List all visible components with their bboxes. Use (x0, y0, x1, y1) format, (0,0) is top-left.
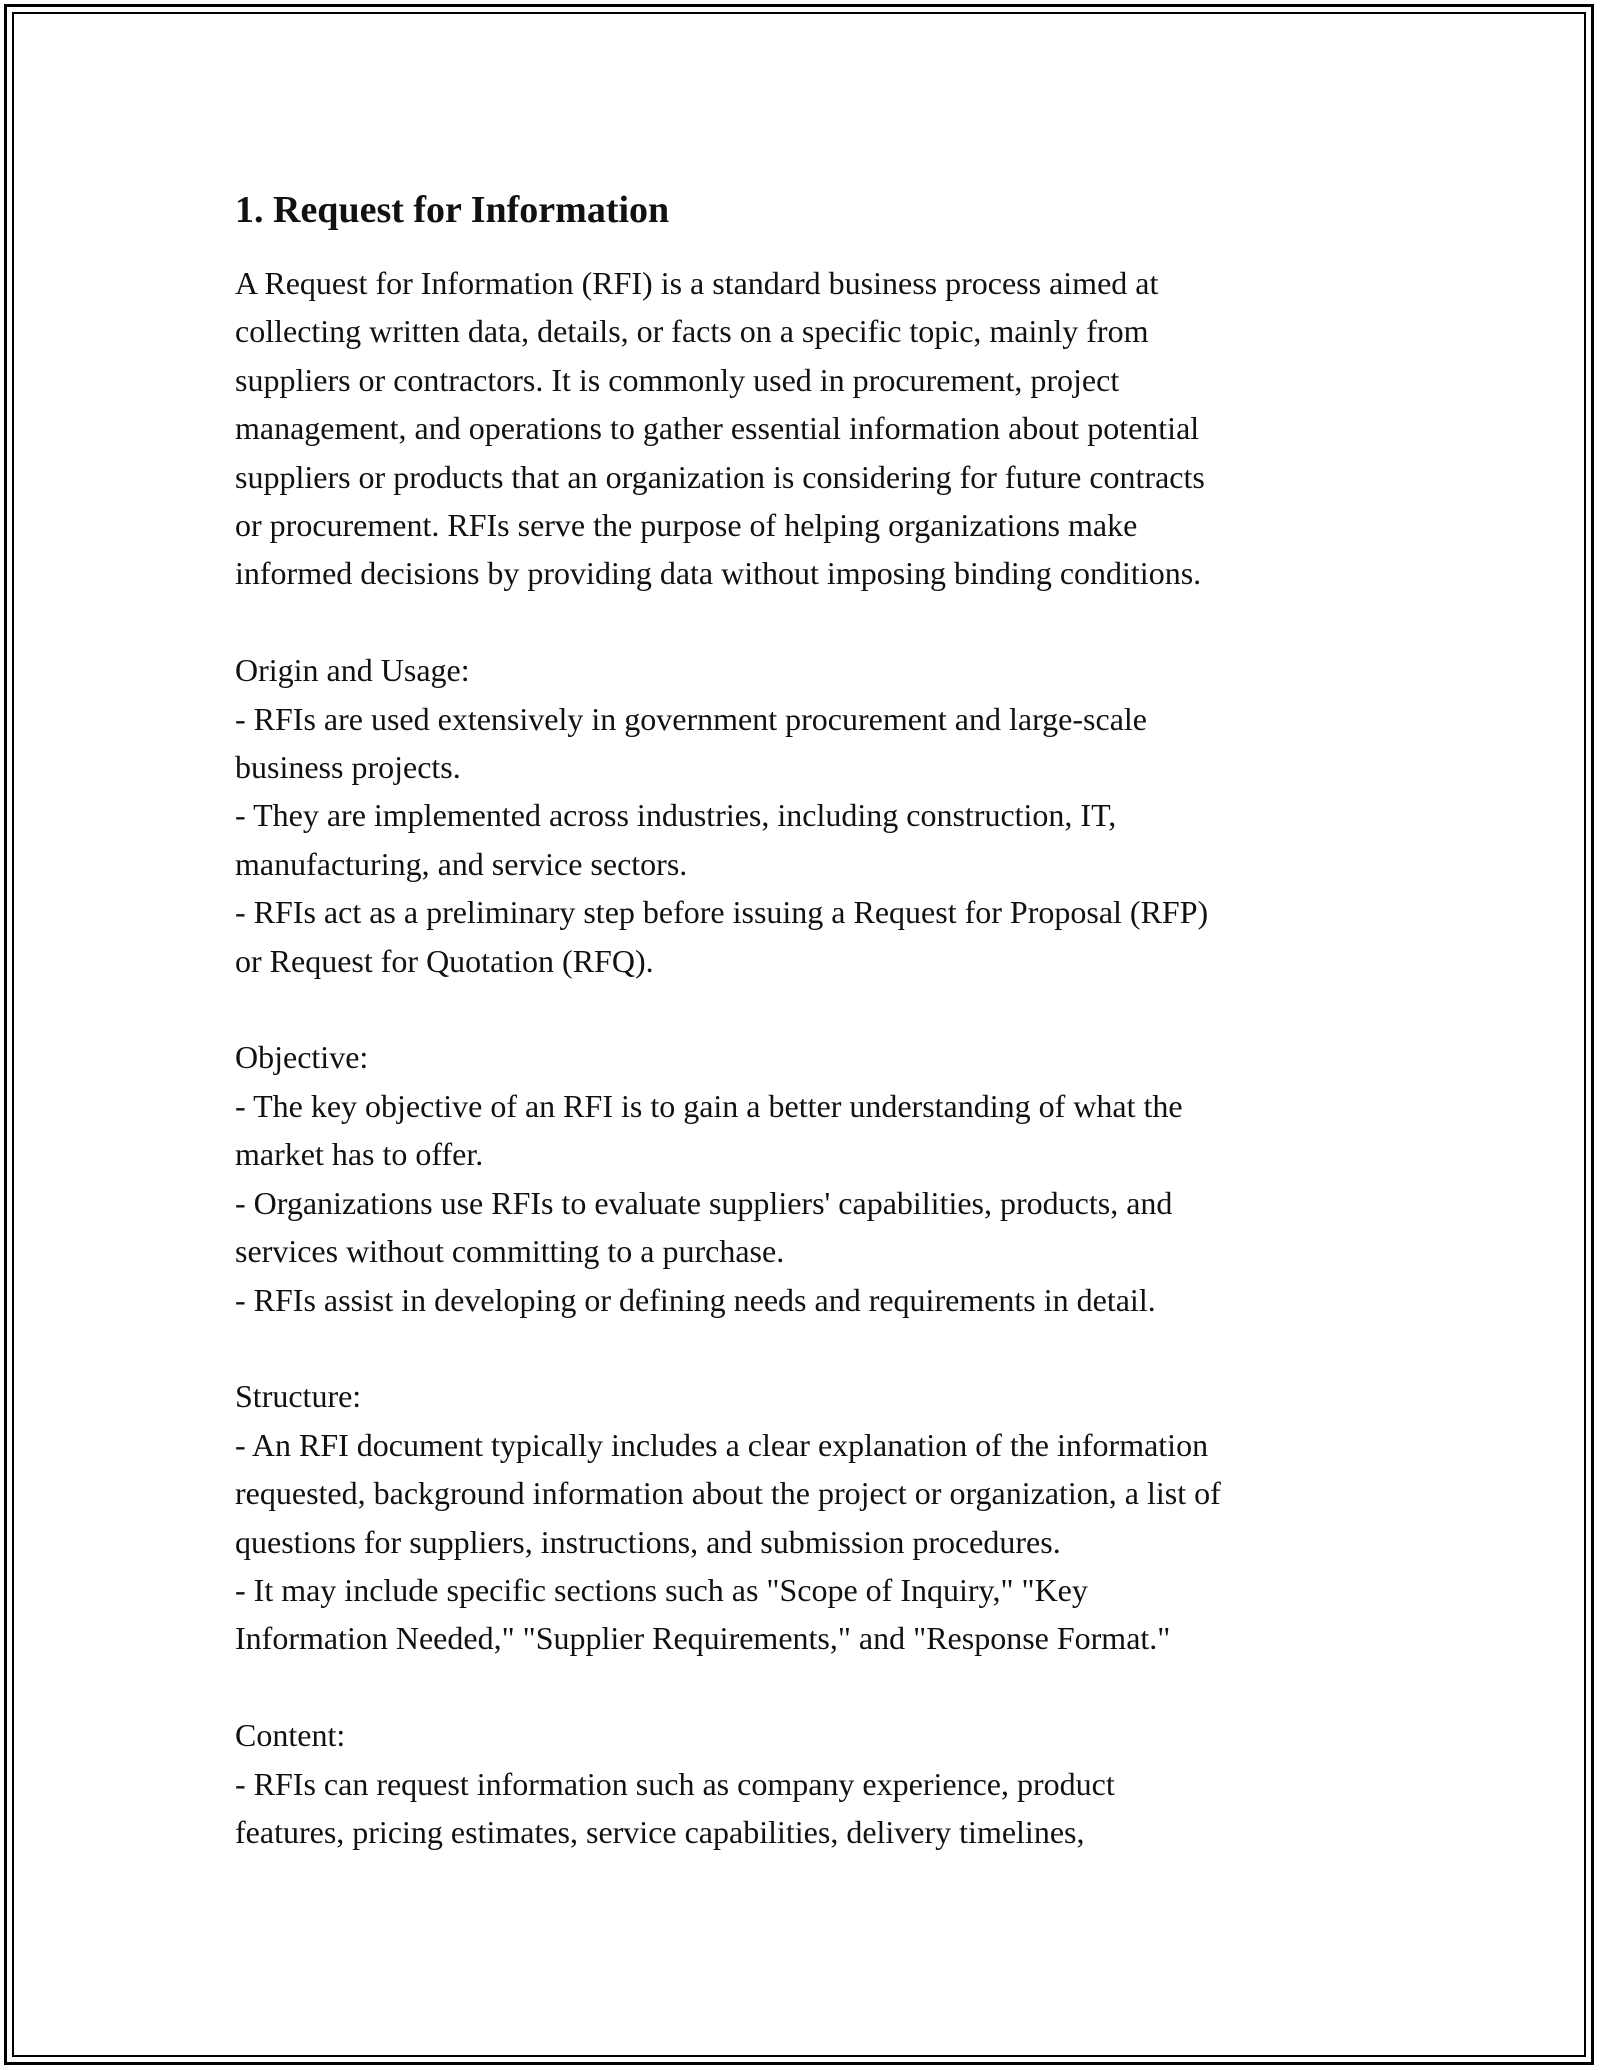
bullet-item: - RFIs act as a preliminary step before issuing a Request for Proposal (RFP) or Request for Quotation (RFQ). (235, 894, 1209, 979)
section-title: Structure: (235, 1378, 362, 1415)
bullet-item: - It may include specific sections such as "Scope of Inquiry," "Key Information Needed," "Supplier Requirements," and "Response Format." (235, 1571, 1171, 1657)
section-title: Content: (235, 1717, 346, 1754)
intro-paragraph: A Request for Information (RFI) is a standard business process aimed at collecting written data, details, or facts on a specific topic, mainly from suppliers or contractors. It is commonly used in procurement, project management, and operations to gather essential information about potential suppliers or products that an organization is considering for future contracts or procurement. RFIs serve the purpose of helping organizations make informed decisions by providing data without imposing binding conditions. (235, 265, 1205, 592)
section-title: Objective: (235, 1039, 369, 1076)
bullet-item: - RFIs are used extensively in government procurement and large-scale business projects. (235, 700, 1147, 786)
section-structure (235, 1372, 1395, 1662)
bullet-item: - RFIs assist in developing or defining needs and requirements in detail. (235, 1281, 1156, 1318)
bullet-item: - Organizations use RFIs to evaluate suppliers' capabilities, products, and services without committing to a purchase. (235, 1184, 1173, 1270)
section-origin-and-usage (235, 646, 1395, 985)
bullet-item: - RFIs can request information such as company experience, product features, pricing estimates, service capabilities, delivery timelines, (235, 1765, 1115, 1850)
section-content (235, 1711, 1395, 1856)
document-heading: 1. Request for Information (235, 189, 670, 231)
bullet-item: - The key objective of an RFI is to gain a better understanding of what the market has to offer. (235, 1087, 1183, 1173)
bullet-item: - An RFI document typically includes a clear explanation of the information requested, background information about the project or organization, a list of questions for suppliers, instructions, and submission procedures. (235, 1426, 1221, 1560)
document-body (235, 185, 1395, 1856)
section-objective (235, 1033, 1395, 1323)
bullet-item: - They are implemented across industries, including construction, IT, manufacturing, and service sectors. (235, 797, 1117, 882)
section-title: Origin and Usage: (235, 652, 470, 689)
